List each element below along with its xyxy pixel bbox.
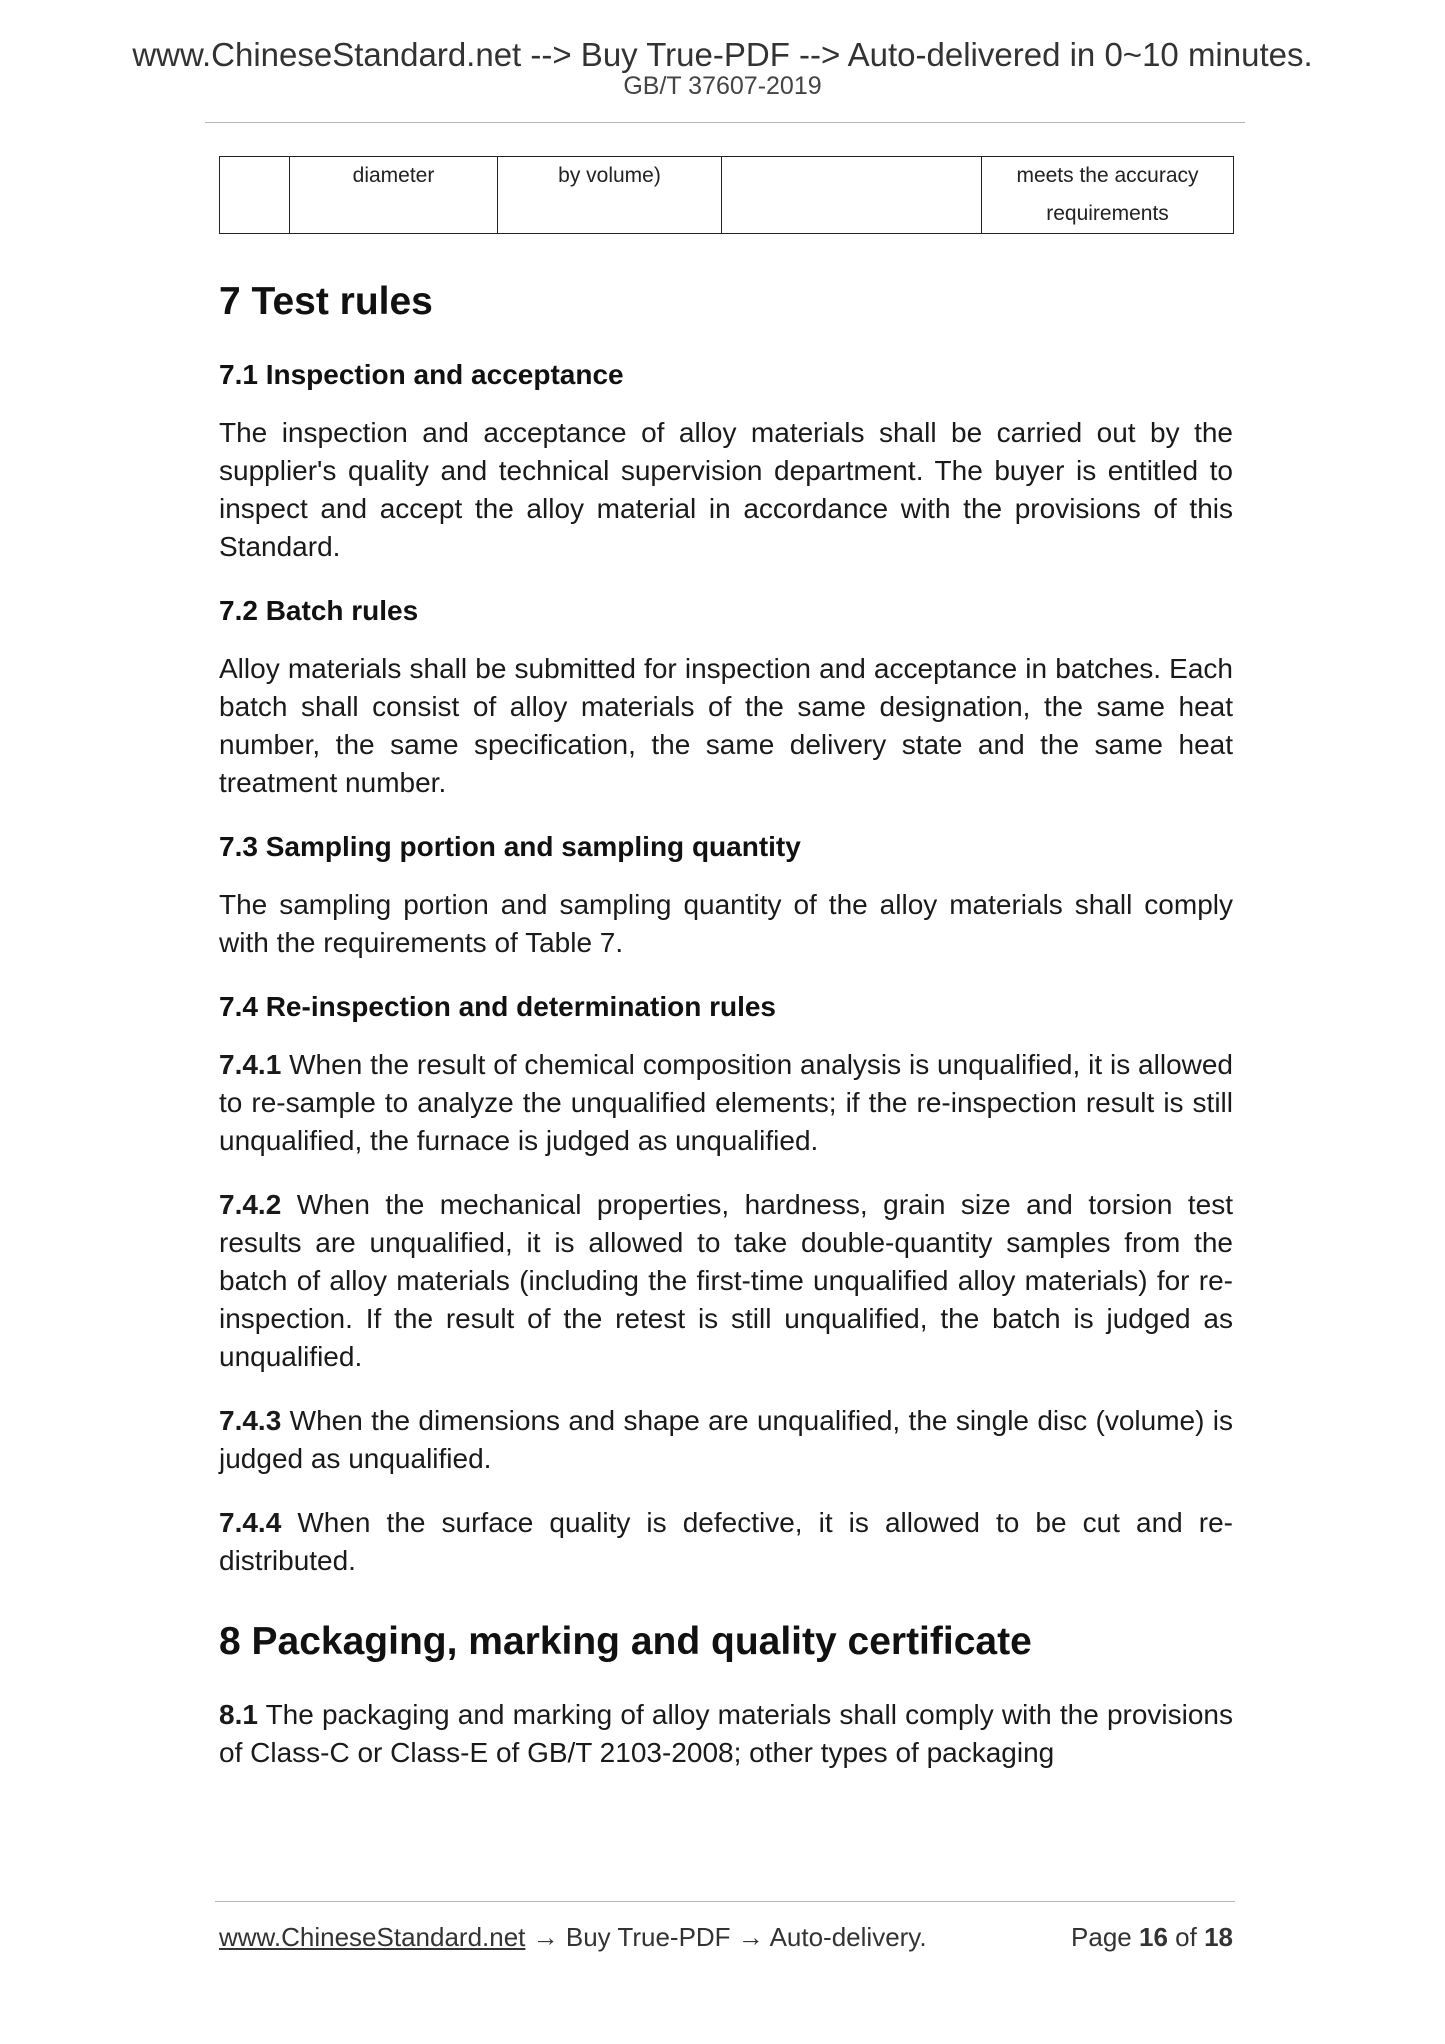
clause-7-4-3 — [219, 1402, 1233, 1478]
header-divider — [205, 122, 1245, 123]
clause-number: 7.4.3 — [219, 1405, 282, 1436]
clause-number: 8.1 — [219, 1699, 258, 1730]
section-7-1-heading: 7.1 Inspection and acceptance — [219, 359, 624, 390]
section-7-title: 7 Test rules — [219, 280, 433, 323]
top-banner: www.ChineseStandard.net --> Buy True-PDF --> Auto-delivered in 0~10 minutes. — [132, 36, 1313, 73]
clause-text: When the surface quality is defective, it is allowed to be cut and re-distributed. — [219, 1507, 1233, 1576]
page-indicator — [1071, 1920, 1233, 1954]
section-7-1-text: The inspection and acceptance of alloy materials shall be carried out by the supplier's quality and technical supervision department. The buyer is entitled to inspect and accept the alloy material in accordance with the provisions of this Standard. — [219, 417, 1233, 562]
table-cell: by volume) — [498, 157, 722, 234]
clause-text: When the dimensions and shape are unqualified, the single disc (volume) is judged as unqualified. — [219, 1405, 1233, 1474]
page-of: of — [1175, 1922, 1197, 1952]
footer-divider — [215, 1901, 1235, 1902]
page-current: 16 — [1139, 1922, 1168, 1952]
table-cell: meets the accuracy requirements — [982, 157, 1234, 234]
section-7-4-heading: 7.4 Re-inspection and determination rules — [219, 991, 777, 1022]
section-8-title: 8 Packaging, marking and quality certificate — [219, 1620, 1032, 1663]
section-7-3-heading: 7.3 Sampling portion and sampling quantity — [219, 831, 801, 862]
clause-text: When the result of chemical composition analysis is unqualified, it is allowed to re-sample to analyze the unqualified elements; if the re-inspection result is still unqualified, the furnace is judged as unqualified. — [219, 1049, 1233, 1156]
clause-text: The packaging and marking of alloy materials shall comply with the provisions of Class-C or Class-E of GB/T 2103-2008; other types of packaging — [219, 1699, 1233, 1768]
clause-8-1 — [219, 1696, 1233, 1772]
clause-7-4-2 — [219, 1186, 1233, 1376]
table-fragment — [219, 156, 1234, 234]
clause-number: 7.4.2 — [219, 1189, 282, 1220]
clause-7-4-4 — [219, 1504, 1233, 1580]
page-total: 18 — [1204, 1922, 1233, 1952]
clause-number: 7.4.4 — [219, 1507, 282, 1538]
table-cell: diameter — [290, 157, 498, 234]
section-7-3-text: The sampling portion and sampling quantity of the alloy materials shall comply with the requirements of Table 7. — [219, 889, 1233, 958]
footer-promo-text: → Buy True-PDF → Auto-delivery. — [525, 1922, 927, 1952]
standard-code: GB/T 37607-2019 — [623, 72, 822, 100]
clause-7-4-1 — [219, 1046, 1233, 1160]
clause-number: 7.4.1 — [219, 1049, 282, 1080]
clause-text: When the mechanical properties, hardness, grain size and torsion test results are unqualified, it is allowed to take double-quantity samples from the batch of alloy materials (including the first-time unqualified alloy materials) for re-inspection. If the result of the retest is still unqualified, the batch is judged as unqualified. — [219, 1189, 1233, 1372]
footer-site-link[interactable]: www.ChineseStandard.net — [219, 1922, 526, 1952]
section-7-2-heading: 7.2 Batch rules — [219, 595, 419, 626]
table-cell — [220, 157, 290, 234]
page-label: Page — [1071, 1922, 1132, 1952]
document-body — [219, 264, 1233, 1798]
footer-promo — [219, 1920, 927, 1954]
table-cell — [722, 157, 982, 234]
section-7-2-text: Alloy materials shall be submitted for inspection and acceptance in batches. Each batch shall consist of alloy materials of the same designation, the same heat number, the same specification, the same delivery state and the same heat treatment number. — [219, 653, 1233, 798]
table-row — [220, 157, 1234, 234]
